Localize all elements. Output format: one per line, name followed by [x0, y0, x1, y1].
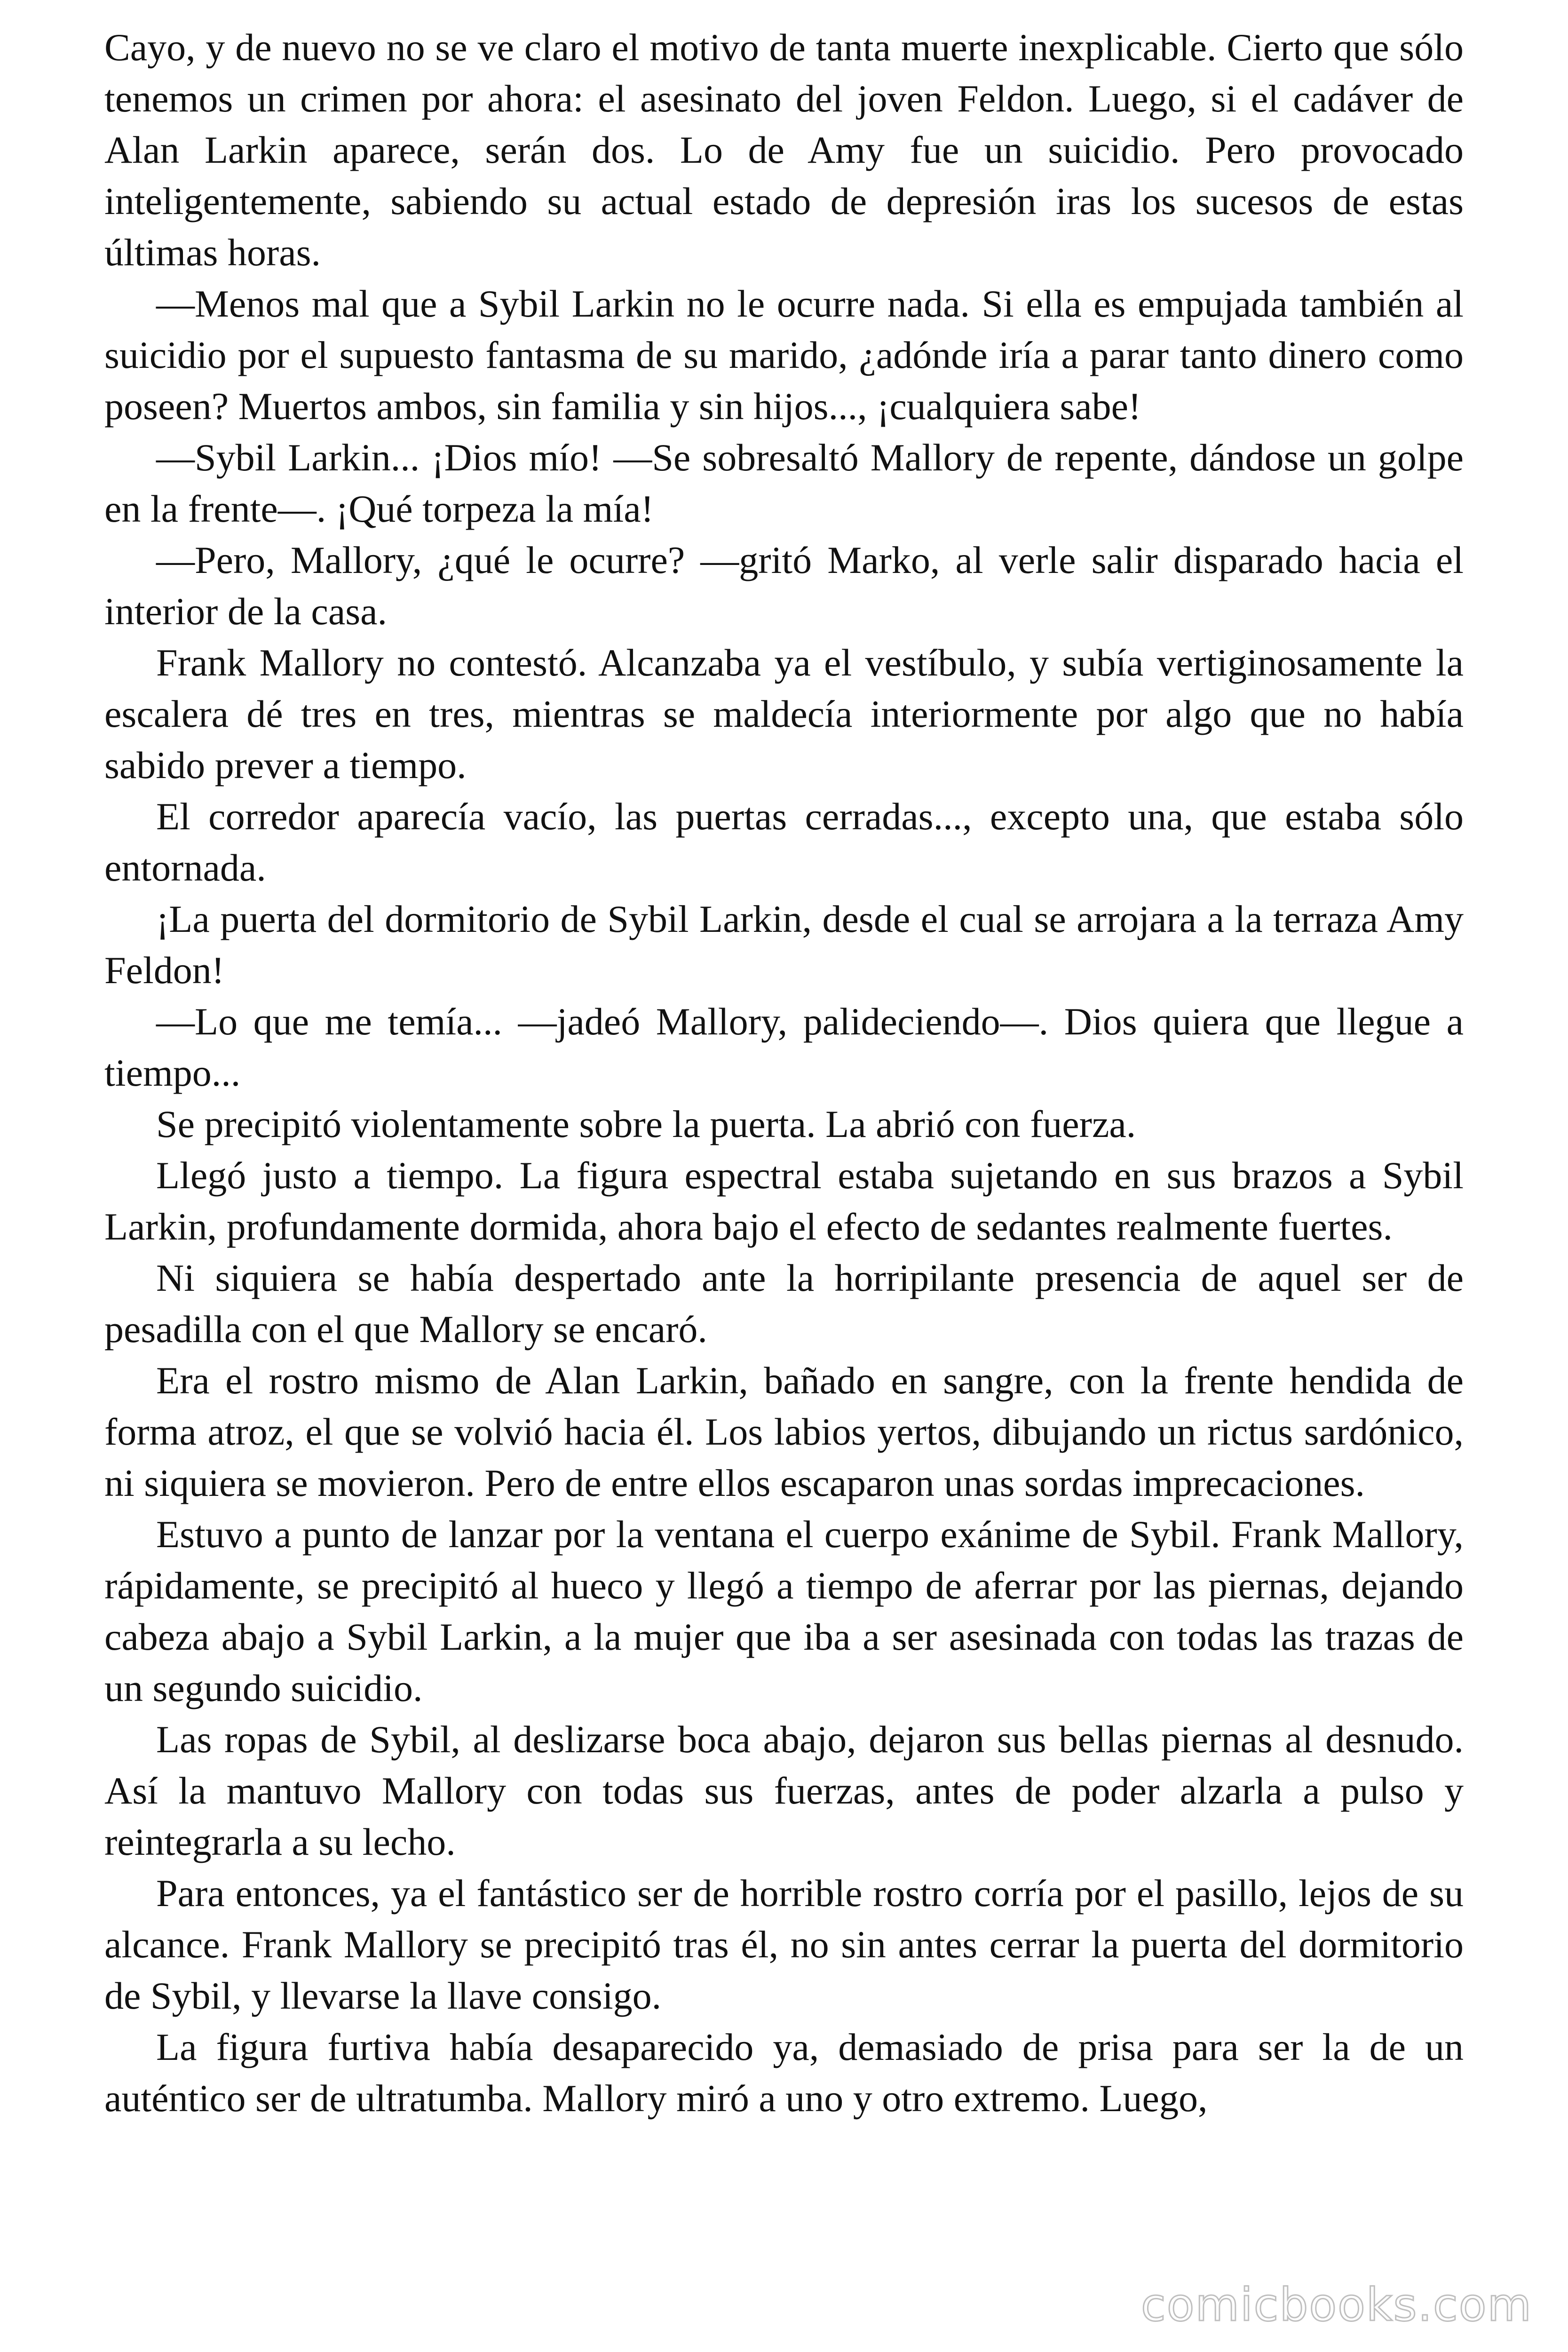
paragraph: Se precipitó violentamente sobre la puerta. La abrió con fuerza.	[156, 1103, 1136, 1145]
paragraph: Para entonces, ya el fantástico ser de horrible rostro corría por el pasillo, lejos de su alcance. Frank Mallory se precipitó tras él, no sin antes cerrar la puerta del dormitorio de Sybil, y llevarse la llave consigo.	[104, 1872, 1464, 2017]
paragraph: Era el rostro mismo de Alan Larkin, bañado en sangre, con la frente hendida de forma atroz, el que se volvió hacia él. Los labios yertos, dibujando un rictus sardónico, ni siquiera se movieron. Pero de entre ellos escaparon unas sordas imprecaciones.	[104, 1359, 1464, 1504]
paragraph-last: La figura furtiva había desaparecido ya, demasiado de prisa para ser la de un auténtico ser de ultratumba. Mallory miró a uno y otro extremo. Luego,	[104, 2026, 1464, 2120]
paragraph: —Lo que me temía... —jadeó Mallory, palideciendo—. Dios quiera que llegue a tiempo...	[104, 1000, 1464, 1094]
paragraph: Las ropas de Sybil, al deslizarse boca abajo, dejaron sus bellas piernas al desnudo. Así la mantuvo Mallory con todas sus fuerzas, antes de poder alzarla a pulso y reintegrarla a su lecho.	[104, 1718, 1464, 1863]
watermark: comicbooks.com	[1140, 2279, 1532, 2331]
paragraph: —Menos mal que a Sybil Larkin no le ocurre nada. Si ella es empujada también al suicidio por el supuesto fantasma de su marido, ¿adónde iría a parar tanto dinero como poseen? Muertos ambos, sin familia y sin hijos..., ¡cualquiera sabe!	[104, 282, 1464, 428]
book-page-text	[104, 22, 1464, 2124]
paragraph: Llegó justo a tiempo. La figura espectral estaba sujetando en sus brazos a Sybil Larkin, profundamente dormida, ahora bajo el efecto de sedantes realmente fuertes.	[104, 1154, 1464, 1248]
paragraph: —Pero, Mallory, ¿qué le ocurre? —gritó Marko, al verle salir disparado hacia el interior de la casa.	[104, 539, 1464, 633]
paragraph: —Sybil Larkin... ¡Dios mío! —Se sobresaltó Mallory de repente, dándose un golpe en la frente—. ¡Qué torpeza la mía!	[104, 436, 1464, 530]
paragraph: El corredor aparecía vacío, las puertas cerradas..., excepto una, que estaba sólo entornada.	[104, 795, 1464, 889]
paragraph: Estuvo a punto de lanzar por la ventana el cuerpo exánime de Sybil. Frank Mallory, rápidamente, se precipitó al hueco y llegó a tiempo de aferrar por las piernas, dejando cabeza abajo a Sybil Larkin, a la mujer que iba a ser asesinada con todas las trazas de un segundo suicidio.	[104, 1513, 1464, 1709]
paragraph: Ni siquiera se había despertado ante la horripilante presencia de aquel ser de pesadilla con el que Mallory se encaró.	[104, 1256, 1464, 1351]
paragraph-continuation: Cayo, y de nuevo no se ve claro el motivo de tanta muerte inexplicable. Cierto que sólo tenemos un crimen por ahora: el asesinato del joven Feldon. Luego, si el cadáver de Alan Larkin aparece, serán dos. Lo de Amy fue un suicidio. Pero provocado inteligentemente, sabiendo su actual estado de depresión iras los sucesos de estas últimas horas.	[104, 26, 1464, 274]
paragraph: Frank Mallory no contestó. Alcanzaba ya el vestíbulo, y subía vertiginosamente la escalera dé tres en tres, mientras se maldecía interiormente por algo que no había sabido prever a tiempo.	[104, 641, 1464, 787]
paragraph: ¡La puerta del dormitorio de Sybil Larkin, desde el cual se arrojara a la terraza Amy Feldon!	[104, 898, 1464, 992]
